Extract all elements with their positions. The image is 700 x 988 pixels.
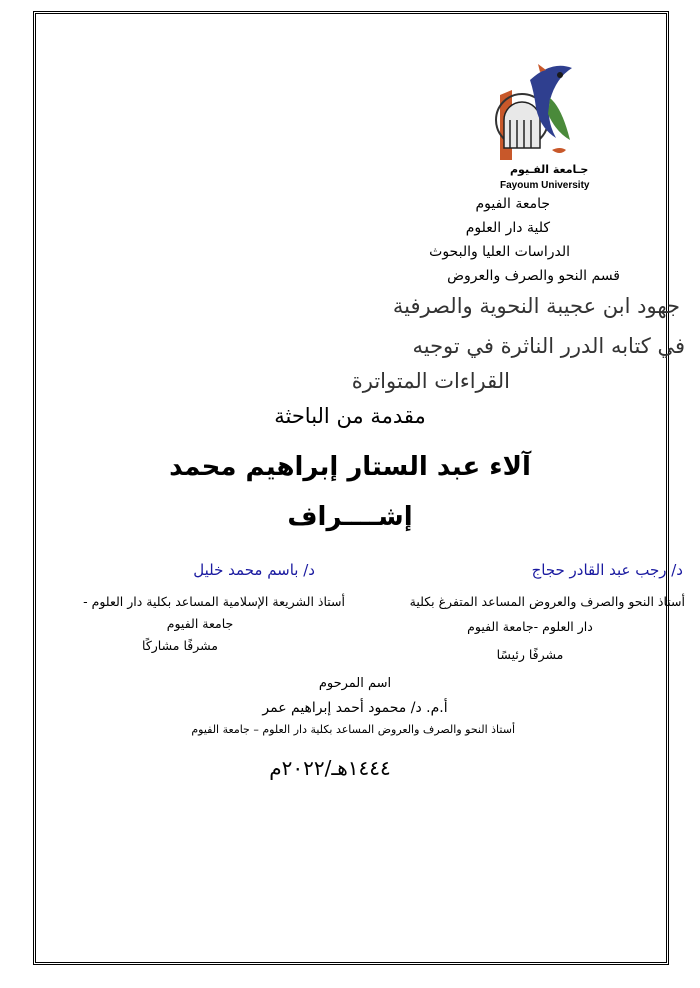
main-supervisor-title-line-1: أستاذ النحو والصرف والعروض المساعد المتفرغ بكلية (409, 594, 685, 609)
logo-name-arabic: جـامعة الفـيوم (510, 163, 589, 176)
header-department: قسم النحو والصرف والعروض (447, 268, 620, 284)
header-postgraduate: الدراسات العليا والبحوث (429, 244, 570, 260)
main-supervisor-role: مشرفًا رئيسًا (496, 647, 564, 662)
thesis-title-line-1: جهود ابن عجيبة النحوية والصرفية (392, 294, 680, 318)
co-supervisor-role: مشرفًا مشاركًا (142, 638, 218, 653)
header-faculty: كلية دار العلوم (465, 220, 550, 236)
co-supervisor-title-line-2: جامعة الفيوم (166, 616, 234, 631)
late-supervisor-name: أ.م. د/ محمود أحمد إبراهيم عمر (262, 700, 448, 716)
submitted-by-label: مقدمة من الباحثة (274, 404, 426, 428)
logo-name-english: Fayoum University (500, 180, 590, 191)
co-supervisor-title-line-1: أستاذ الشريعة الإسلامية المساعد بكلية دار العلوم - (83, 594, 345, 609)
date-hijri-gregorian: ١٤٤٤هـ/٢٠٢٢م (269, 756, 391, 780)
thesis-title-line-2: في كتابه الدرر الناثرة في توجيه (412, 334, 685, 358)
late-supervisor-label: اسم المرحوم (318, 676, 392, 691)
author-name: آلاء عبد الستار إبراهيم محمد (169, 452, 531, 482)
supervision-heading: إشــــراف (287, 502, 413, 532)
co-supervisor-name: د/ باسم محمد خليل (193, 561, 315, 579)
thesis-title-line-3: القراءات المتواترة (351, 369, 510, 393)
late-supervisor-title: أستاذ النحو والصرف والعروض المساعد بكلية دار العلوم – جامعة الفيوم (191, 723, 515, 736)
header-university: جامعة الفيوم (475, 196, 550, 212)
main-supervisor-name: د/ رجب عبد القادر حجاج (531, 561, 683, 579)
main-supervisor-title-line-2: دار العلوم -جامعة الفيوم (467, 619, 593, 634)
